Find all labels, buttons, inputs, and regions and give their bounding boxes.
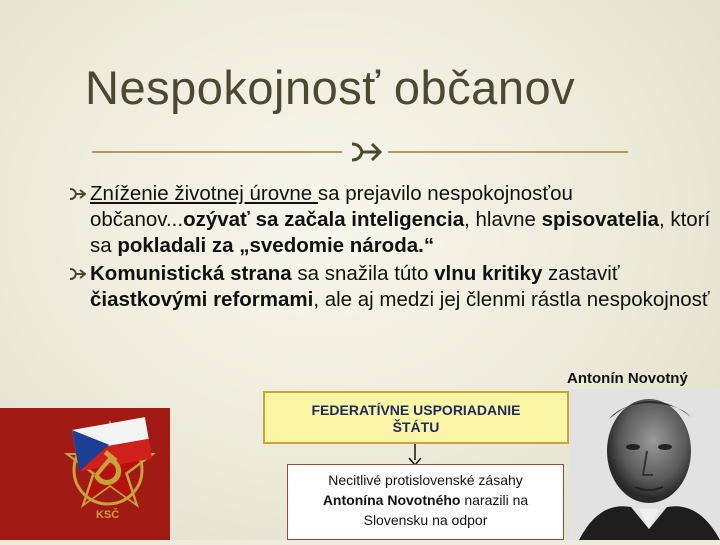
federation-box-line1: FEDERATÍVNE USPORIADANIE: [311, 402, 521, 418]
divider-ornament-icon: [348, 140, 384, 164]
bullet-text-fragment: vlnu kritiky: [434, 262, 543, 285]
bullet-item-2: [68, 261, 718, 313]
bullet-arrow-icon: [68, 267, 86, 281]
bullet-text-fragment: , ale aj medzi jej členmi rástla nespokojnosť: [313, 288, 710, 311]
bullet-item-1: [68, 181, 718, 259]
ksc-emblem-icon: [0, 408, 170, 540]
bullet-text-fragment: sa prejavilo nespokojnosťou občanov...: [90, 182, 573, 231]
down-arrow-icon: [407, 444, 423, 466]
bullet-text-fragment: sa snažila túto: [291, 262, 435, 285]
logo-letters: KSČ: [96, 509, 120, 521]
bullet-arrow-icon: [68, 187, 86, 201]
photo-caption: Antonín Novotný: [567, 370, 688, 387]
title-rule-left: [92, 151, 342, 153]
bullet-text-fragment: Zníženie životnej úrovne: [90, 182, 318, 205]
novotny-name: Antonína Novotného: [322, 492, 461, 508]
bullet-text-fragment: Komunistická strana: [90, 262, 292, 285]
bullet-text-fragment: čiastkovými reformami: [90, 288, 314, 311]
bullet-text-fragment: , hlavne: [464, 208, 542, 231]
reaction-box-line3: Slovensku na odpor: [363, 512, 488, 528]
bullet-text-fragment: ozývať sa začala inteligencia: [183, 208, 465, 231]
bullet-list: [68, 181, 718, 315]
bullet-text-fragment: pokladali za „svedomie národa.“: [117, 234, 435, 257]
ksc-logo-panel: [0, 408, 170, 540]
reaction-box: [287, 464, 564, 540]
bullet-text-fragment: , ktorí sa: [90, 208, 711, 257]
reaction-box-line2: [288, 490, 563, 510]
reaction-box-line2-rest: narazili na: [460, 492, 529, 508]
reaction-box-line1: Necitlivé protislovenské zásahy: [328, 472, 523, 488]
federation-box-line2: ŠTÁTU: [392, 419, 440, 435]
novotny-portrait-photo: [569, 389, 720, 540]
federation-box: [263, 391, 569, 444]
page-title: Nespokojnosť občanov: [85, 61, 576, 114]
title-rule-right: [388, 151, 628, 153]
bullet-text-fragment: spisovatelia: [541, 208, 659, 231]
bullet-text-fragment: zastaviť: [542, 262, 620, 285]
